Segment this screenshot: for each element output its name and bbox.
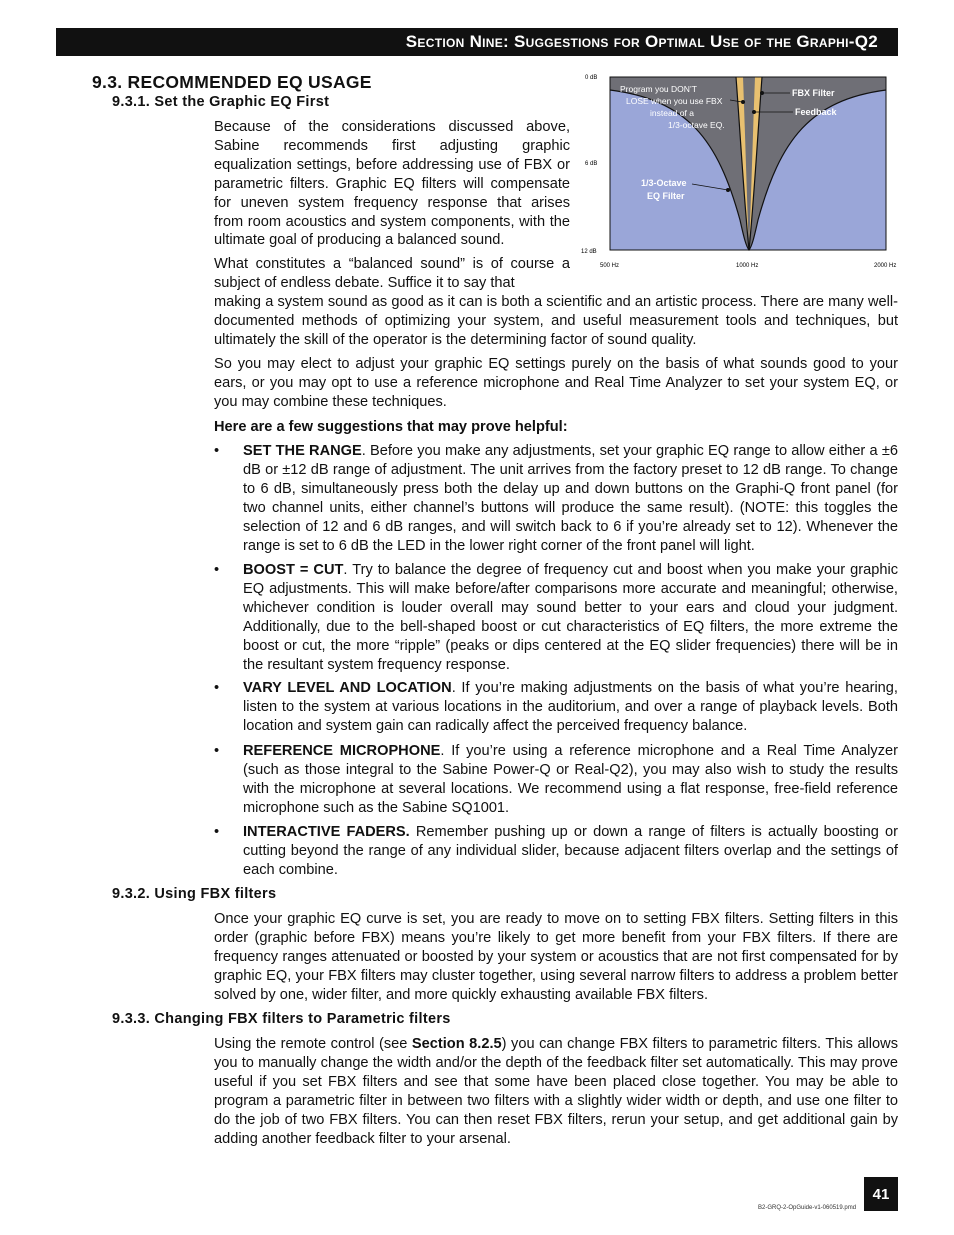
section-header-bar xyxy=(56,28,898,56)
program-label-3: instead of a xyxy=(650,108,694,118)
bullet-lead: REFERENCE MICROPHONE xyxy=(243,743,441,759)
bullet-lead: INTERACTIVE FADERS. xyxy=(243,824,410,840)
bullet-reference-mic: • REFERENCE MICROPHONE. If you’re using a reference microphone and a Real Time Analyzer (such as those integral to the Sabine Power-Q or Real-Q2), you may also wish to study the results with the microphone at several locations. We recommend using a flat response, free-field reference microphone such as the Sabine SQ1001. xyxy=(214,743,898,816)
paragraph-graphic-eq: Because of the considerations discussed above, Sabine recommends first adjusting graphic equalization settings, before addressing use of FBX or parametric filters. Graphic EQ filters will compensate for uneven system frequency response that arises from room acoustics and system components, with the ultimate goal of producing a balanced sound. xyxy=(214,119,570,249)
section-title: 9.3. RECOMMENDED EQ USAGE xyxy=(92,72,372,92)
y-label-6: 6 dB xyxy=(585,161,598,167)
paragraph-balanced-sound-a: What constitutes a “balanced sound” is of course a subject of endless debate. Suffice it to say that xyxy=(214,256,570,291)
subsection-title-2: 9.3.2. Using FBX filters xyxy=(112,886,277,902)
bullet-lead: VARY LEVEL AND LOCATION xyxy=(243,680,452,696)
bullet-interactive-faders: • INTERACTIVE FADERS. Remember pushing up or down a range of filters is actually boosting or cutting beyond the range of any individual slider, because adjacent filters overlap and the settings of each combine. xyxy=(214,824,898,878)
feedback-label: Feedback xyxy=(795,107,837,117)
subsection-title-1: 9.3.1. Set the Graphic EQ First xyxy=(112,94,330,110)
paragraph-fbx: Once your graphic EQ curve is set, you are ready to move on to setting FBX filters. Setting filters in this order (graphic before FBX) means you’re likely to get more benefit from your FBX filters. If there are frequency ranges attenuated or boosted by your system or acoustics that are not first compensated for by graphic EQ, your FBX filters may cluster together, using several narrow filters to address a problem better solved by one, wider filter, and more quickly exhausting available FBX filters. xyxy=(214,911,898,1003)
y-label-12: 12 dB xyxy=(581,249,597,255)
bullet-boost-cut: • BOOST = CUT. Try to balance the degree of frequency cut and boost when you make your graphic EQ adjustments. This will make before/after comparisons more accurate and meaningful; otherwise, whichever condition is louder overall may sound better to your ears and cloud your judgment. Additionally, due to the bell-shaped boost or cut characteristics of EQ filters, the more extreme the boost or cut, the more “ripple” (peaks or dips centered at the EQ slider frequencies) there will be in the resultant system frequency response. xyxy=(214,562,899,673)
y-label-0: 0 dB xyxy=(585,75,598,81)
section-ref: Section 8.2.5 xyxy=(411,1036,502,1052)
paragraph-parametric: Using the remote control (see Section 8.2.5) you can change FBX filters to parametric filters. This allows you to manually change the width and/or the depth of the feedback filter set automatically. This may prove useful if you set FBX filters and see that some have been placed close together. You may be able to program a parametric filter in between two filters with a slightly wider width or depth, and use one filter to do the job of two FBX filters. You can then reset FBX filters, rerun your setup, and get additional gain by adding another feedback filter to your arsenal. xyxy=(214,1036,898,1147)
bullet-text: Remember pushing up or down a range of filters is actually boosting or cutting beyond the range of any individual slider, because adjacent filters overlap and the settings of each combine. xyxy=(243,824,898,878)
bullet-text: . If you’re making adjustments on the basis of what you’re hearing, listen to the system at various locations in the auditorium, and over a range of playback levels. Both location and system gain can radically affect the perceived frequency balance. xyxy=(243,680,898,734)
paragraph-balanced-sound-b: making a system sound as good as it can is both a scientific and an artistic process. There are many well-documented methods of optimizing your system, and useful measurement tools and techniques, but ultimately the skill of the operator is the determining factor of sound quality. xyxy=(214,294,898,348)
footer-filename: B2-GRQ-2-OpGuide-v1-060519.pmd xyxy=(758,1205,857,1211)
x-label-2000: 2000 Hz xyxy=(874,263,897,269)
bullet-text: . If you’re using a reference microphone and a Real Time Analyzer (such as those integral to the Sabine Power-Q or Real-Q2), you may also wish to study the results with the microphone at several locations. We recommend using a flat response, free-field reference microphone such as the Sabine SQ1001. xyxy=(243,743,898,816)
program-label-2: LOSE when you use FBX xyxy=(626,96,723,106)
x-label-1000: 1000 Hz xyxy=(736,263,759,269)
program-label-1: Program you DON’T xyxy=(620,84,697,94)
bullet-lead: BOOST = CUT xyxy=(243,562,344,578)
octave-label-2: EQ Filter xyxy=(647,191,685,201)
program-label-4: 1/3-octave EQ. xyxy=(668,120,725,130)
bullet-lead: SET THE RANGE xyxy=(243,443,362,459)
eq-diagram xyxy=(580,70,900,270)
bullet-set-range: • SET THE RANGE. Before you make any adjustments, set your graphic EQ range to allow either a ±6 dB or ±12 dB range of adjustment. The unit arrives from the factory preset to 12 dB range. To change to 6 dB, simultaneously press both the delay up and down buttons on the Graphi-Q front panel (for two channel units, either channel’s buttons will produce the same result). (NOTE: this toggles the selection of 12 and 6 dB ranges, and will switch back to 6 if you’re already set to 12). Whenever the range is set to 6 dB the LED in the lower right corner of the front panel will light. xyxy=(214,443,898,554)
x-label-500: 500 Hz xyxy=(600,263,620,269)
paragraph-methods: So you may elect to adjust your graphic EQ settings purely on the basis of what sounds good to your ears, or you may opt to use a reference microphone and Real Time Analyzer to set your system EQ, or you may combine these techniques. xyxy=(214,356,898,410)
section-header-title: Section Nine: Suggestions for Optimal Use of the Graphi-Q2 xyxy=(405,32,878,51)
bullet-vary-level: • VARY LEVEL AND LOCATION. If you’re making adjustments on the basis of what you’re hearing, listen to the system at various locations in the auditorium, and over a range of playback levels. Both location and system gain can radically affect the perceived frequency balance. xyxy=(214,680,898,734)
subsection-title-3: 9.3.3. Changing FBX filters to Parametric filters xyxy=(112,1011,451,1027)
bullet-text: . Try to balance the degree of frequency cut and boost when you make your graphic EQ adjustments. This will make before/after comparisons more accurate and meaningful; otherwise, whichever condition is louder overall may sound better to your ears and cloud your judgment. Additionally, due to the bell-shaped boost or cut characteristics of EQ filters, the more extreme the boost or cut, the more “ripple” (peaks or dips centered at the EQ slider frequencies) there will be in the resultant system frequency response. xyxy=(243,562,899,673)
fbx-filter-label: FBX Filter xyxy=(792,88,835,98)
suggestions-intro: Here are a few suggestions that may prove helpful: xyxy=(214,419,568,435)
bullet-text: . Before you make any adjustments, set your graphic EQ range to allow either a ±6 dB or ±12 dB range of adjustment. The unit arrives from the factory preset to 12 dB range. To change to 6 dB, simultaneously press both the delay up and down buttons on the Graphi-Q front panel (for two channel units, either channel’s buttons will produce the same result). (NOTE: this toggles the selection of 12 and 6 dB ranges, and will switch back to 6 if you’re already set to 12). Whenever the range is set to 6 dB the LED in the lower right corner of the front panel will light. xyxy=(243,443,898,554)
octave-label-1: 1/3-Octave xyxy=(641,178,687,188)
page-number: 41 xyxy=(864,1177,898,1211)
